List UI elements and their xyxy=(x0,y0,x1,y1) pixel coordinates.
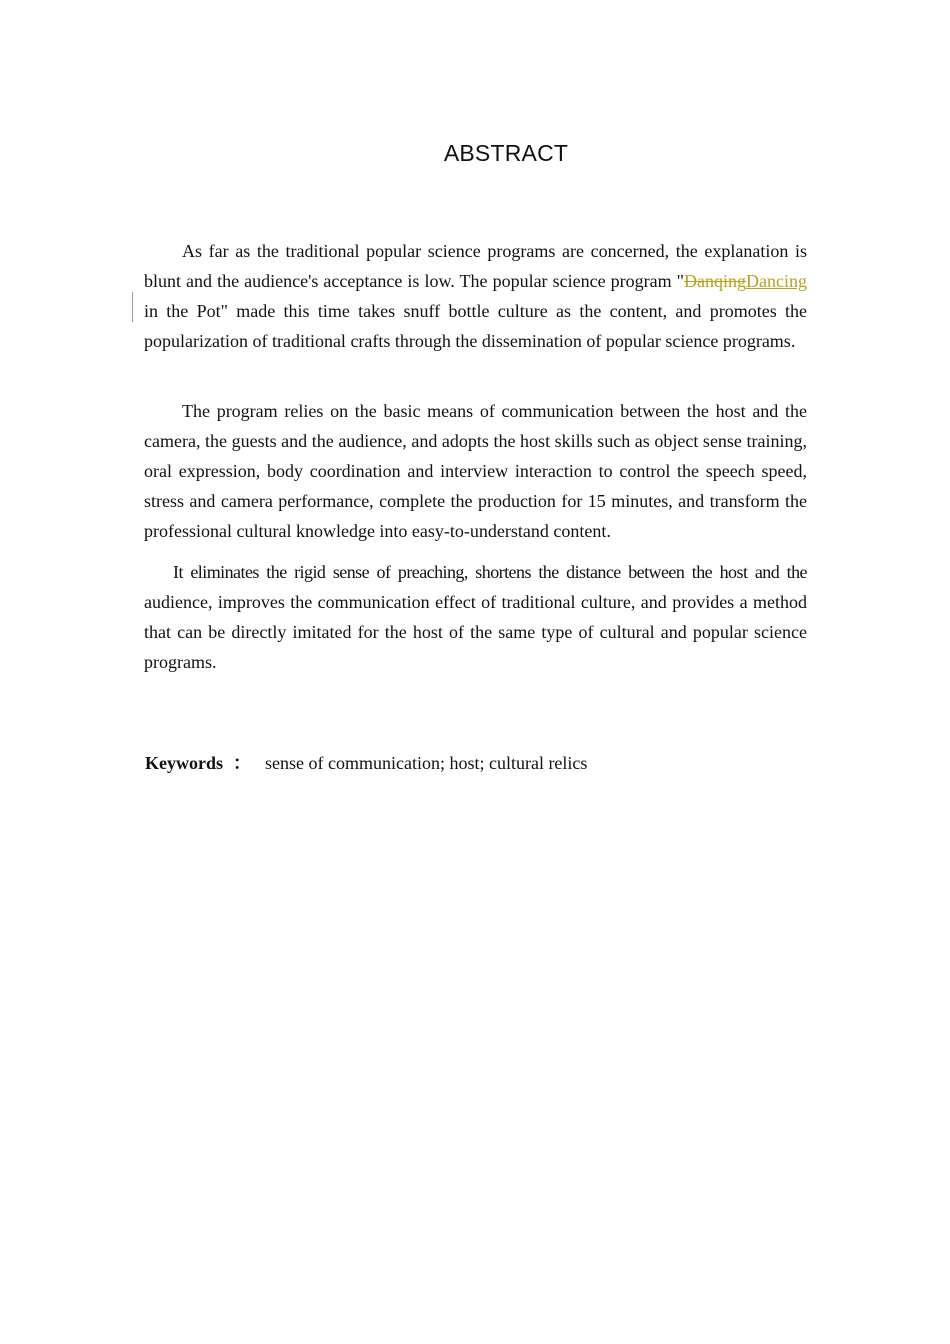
deleted-text[interactable]: Danqing xyxy=(684,271,747,291)
abstract-paragraph-1 xyxy=(144,236,816,356)
paragraph-3-first-line: It eliminates the rigid sense of preaching, shortens the distance between the host and the xyxy=(173,562,807,582)
abstract-paragraph-2: The program relies on the basic means of communication between the host and the camera, the guests and the audience, and adopts the host skills such as object sense training, oral expression, body coordination and interview interaction to control the speech speed, stress and camera performance, complete the production for 15 minutes, and transform the professional cultural knowledge into easy-to-understand content. xyxy=(144,401,807,541)
keywords-colon: ： xyxy=(233,753,251,773)
abstract-title: ABSTRACT xyxy=(443,140,569,166)
paragraph-1-text-before: As far as the traditional popular science programs are concerned, the explanation is blunt and the audience's acceptance is low. The popular science program " xyxy=(144,241,807,291)
track-change-bar xyxy=(132,292,133,322)
keywords-line xyxy=(145,748,587,778)
abstract-paragraph-3 xyxy=(144,557,807,677)
paragraph-3-rest: audience, improves the communication effect of traditional culture, and provides a method that can be directly imitated for the host of the same type of cultural and popular science programs. xyxy=(144,592,807,672)
keywords-label: Keywords xyxy=(145,753,223,773)
keywords-value: sense of communication; host; cultural relics xyxy=(265,753,588,773)
inserted-text[interactable]: Dancing xyxy=(746,271,807,291)
paragraph-1-text-after: in the Pot" made this time takes snuff bottle culture as the content, and promotes the popularization of traditional crafts through the dissemination of popular science programs. xyxy=(144,271,816,351)
